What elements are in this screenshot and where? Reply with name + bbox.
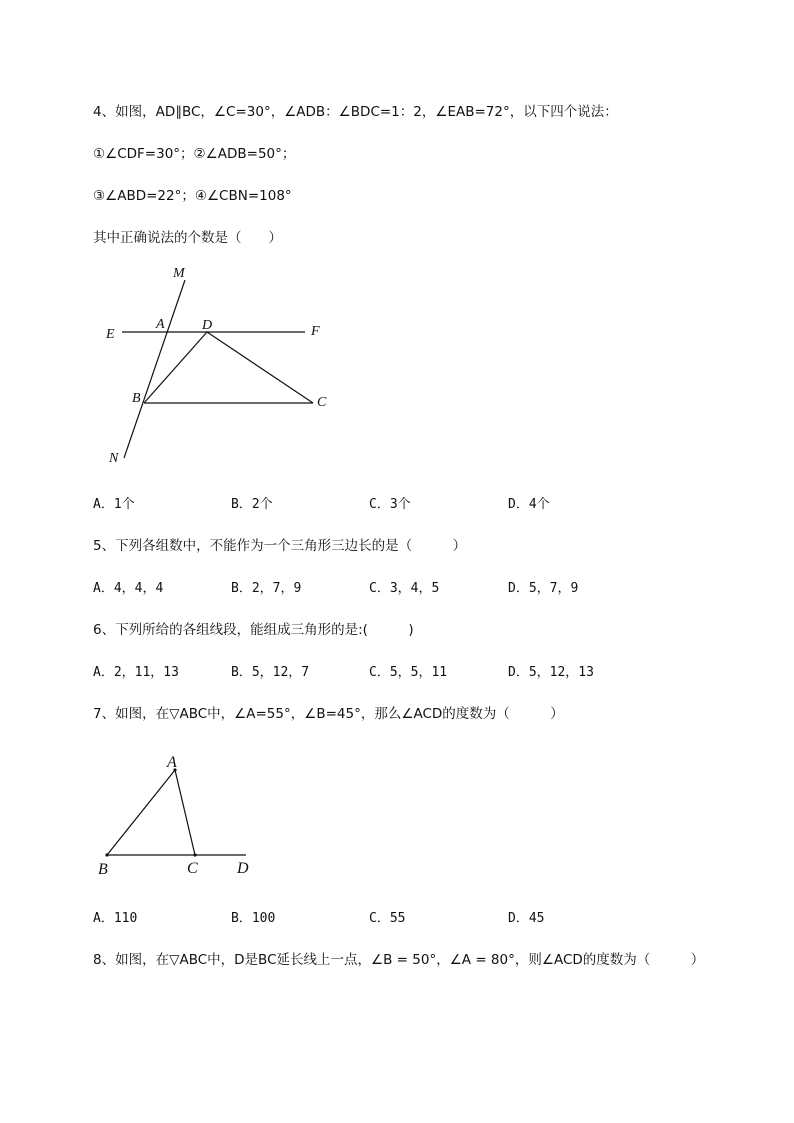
q5-option-b[interactable]: B．2，7，9: [231, 581, 302, 596]
label-c: C: [187, 860, 198, 877]
q4-statements-3-4: ③∠ABD=22°；④∠CBN=108°: [93, 188, 292, 204]
label-e: E: [106, 327, 115, 342]
q4-question: 其中正确说法的个数是（ ）: [93, 230, 282, 246]
q8-stem: 8、如图，在▽ABC中，D是BC延长线上一点，∠B = 50°，∠A = 80°，则∠ACD的度数为（ ）: [93, 952, 705, 968]
q4-figure: [100, 262, 340, 467]
q6-option-a[interactable]: A．2，11，13: [93, 665, 179, 680]
q7-figure: [92, 748, 267, 880]
q7-option-b[interactable]: B．100: [231, 911, 276, 926]
label-b: B: [98, 861, 108, 878]
q7-option-a[interactable]: A．110: [93, 911, 138, 926]
segment-dc: [207, 332, 313, 403]
label-n: N: [109, 451, 119, 466]
q4-option-d[interactable]: D．4个: [508, 497, 550, 512]
label-m: M: [173, 266, 185, 281]
q5-options: [93, 577, 733, 595]
q5-stem: 5、下列各组数中，不能作为一个三角形三边长的是（ ）: [93, 538, 467, 554]
label-b: B: [132, 391, 141, 406]
label-d: D: [237, 860, 249, 877]
q6-option-d[interactable]: D．5，12，13: [508, 665, 594, 680]
q4-stem: 4、如图，AD∥BC，∠C=30°，∠ADB：∠BDC=1：2，∠EAB=72°，以下四个说法：: [93, 104, 618, 120]
point-c: [193, 853, 196, 856]
label-d: D: [202, 318, 213, 333]
q5-option-a[interactable]: A．4，4，4: [93, 581, 164, 596]
q4-option-c[interactable]: C．3个: [369, 497, 411, 512]
line-mn: [124, 280, 185, 458]
q6-option-b[interactable]: B．5，12，7: [231, 665, 310, 680]
segment-bd: [144, 332, 207, 403]
q6-options: [93, 661, 733, 679]
q7-option-c[interactable]: C．55: [369, 911, 406, 926]
q4-option-a[interactable]: A．1个: [93, 497, 135, 512]
label-a: A: [167, 754, 177, 771]
q6-stem: 6、下列所给的各组线段，能组成三角形的是:( ): [93, 622, 414, 638]
q6-option-c[interactable]: C．5，5，11: [369, 665, 448, 680]
q7-options: [93, 907, 733, 925]
segment-ac: [175, 770, 195, 855]
q5-option-d[interactable]: D．5，7，9: [508, 581, 579, 596]
label-a: A: [156, 317, 165, 332]
q4-options: [93, 493, 733, 511]
q4-option-b[interactable]: B．2个: [231, 497, 273, 512]
label-c: C: [317, 395, 327, 410]
q4-statements-1-2: ①∠CDF=30°；②∠ADB=50°；: [93, 146, 296, 162]
segment-ab: [107, 770, 175, 855]
q5-option-c[interactable]: C．3，4，5: [369, 581, 440, 596]
q7-option-d[interactable]: D．45: [508, 911, 545, 926]
label-f: F: [311, 324, 320, 339]
q7-stem: 7、如图，在▽ABC中，∠A=55°，∠B=45°，那么∠ACD的度数为（ ）: [93, 706, 564, 722]
point-b: [105, 853, 108, 856]
